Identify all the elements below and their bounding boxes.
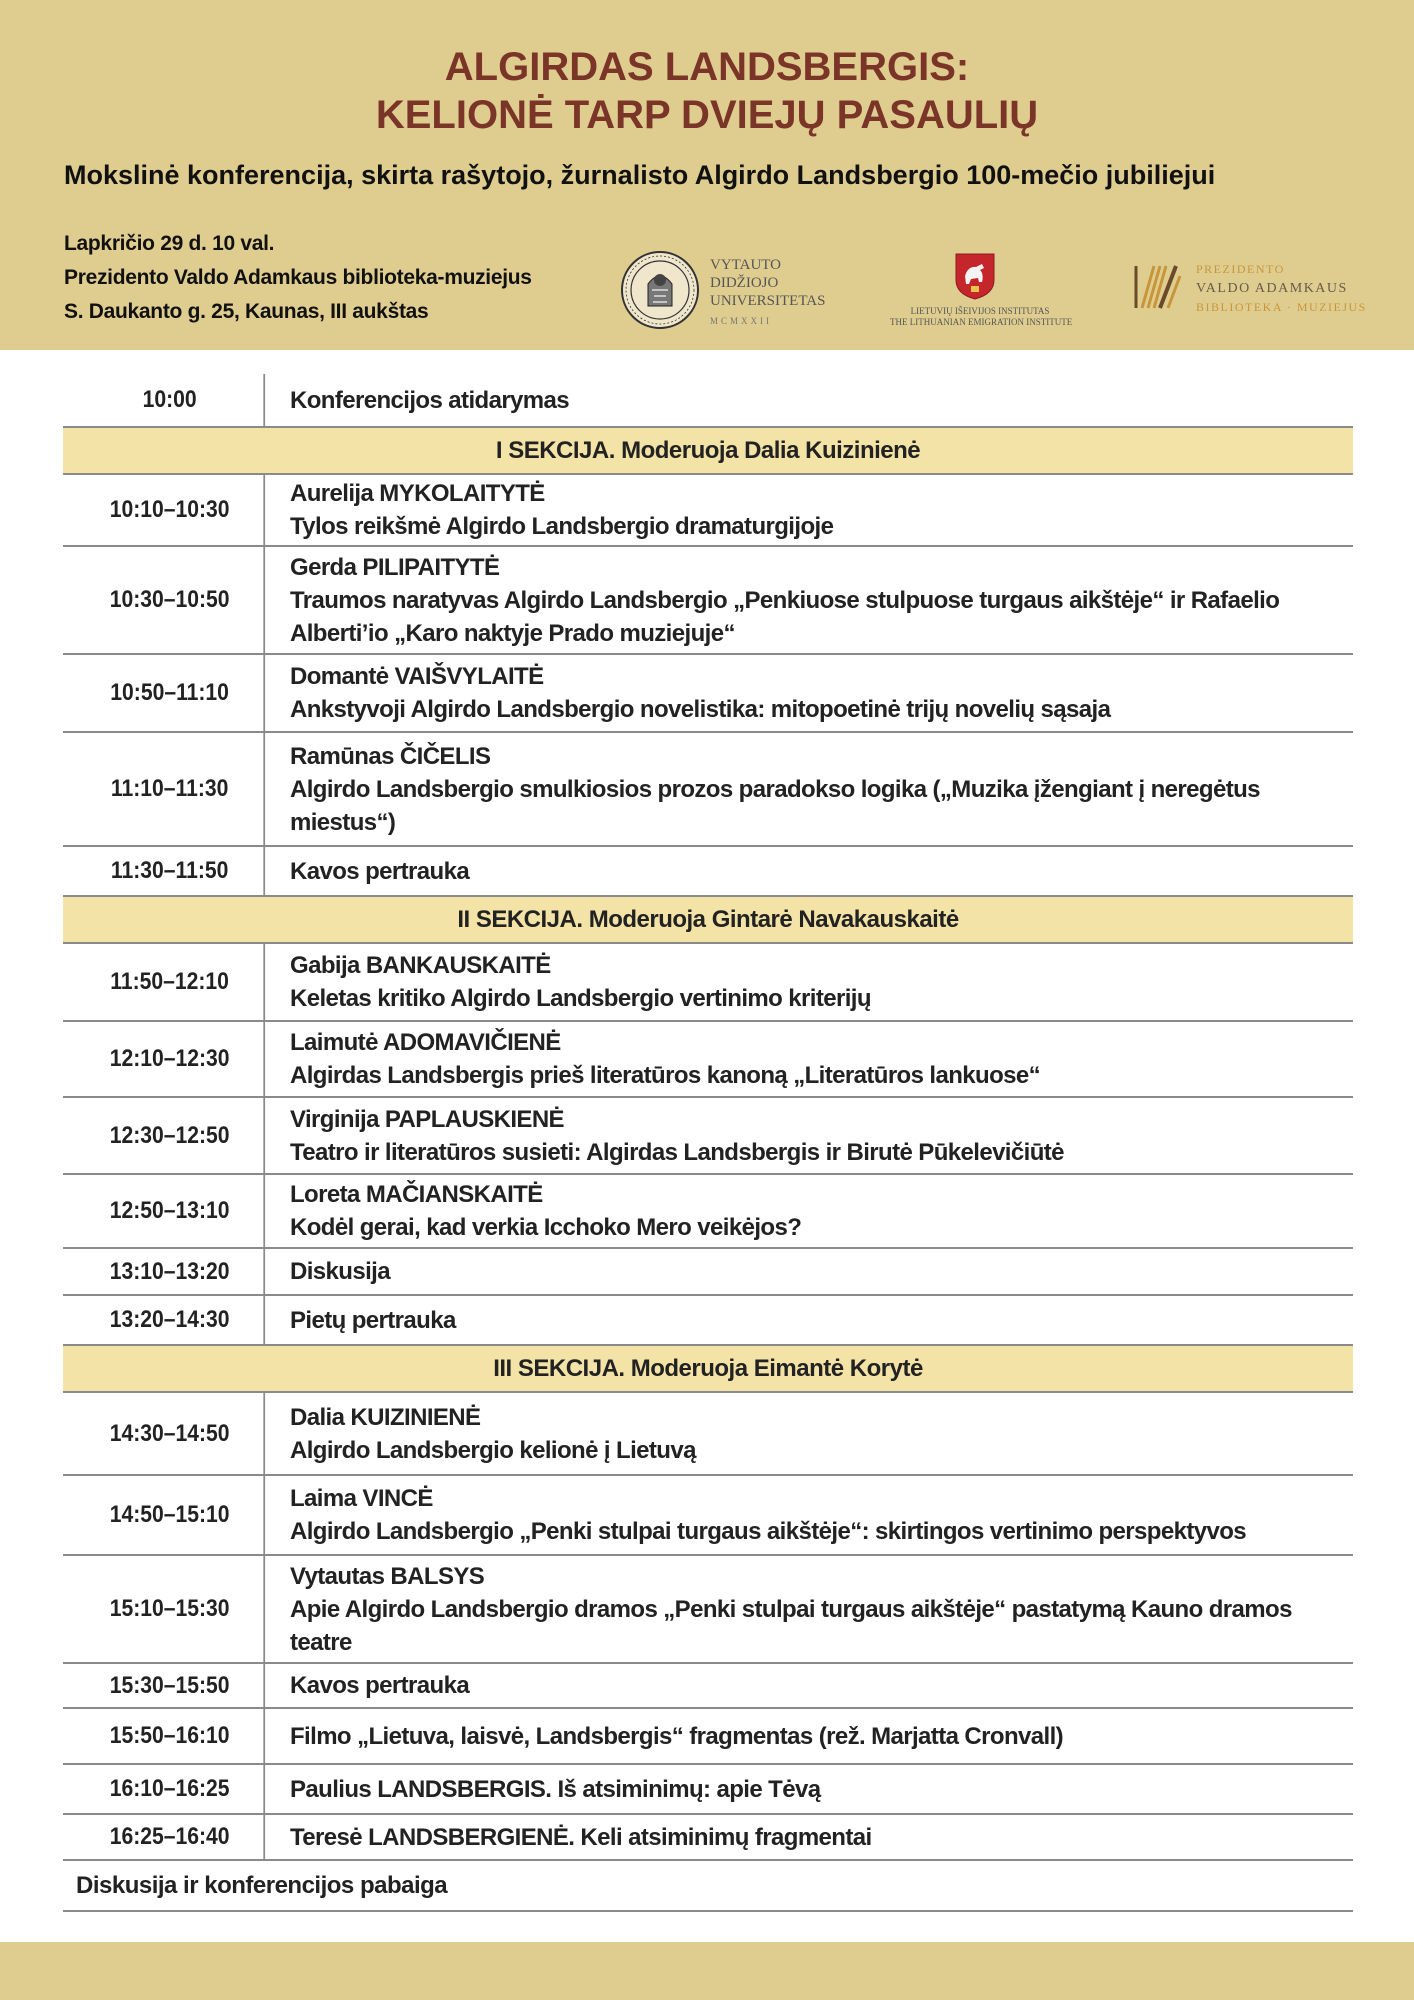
time-cell: 15:50–16:10 — [76, 1709, 265, 1763]
schedule-row — [63, 655, 1353, 733]
vdu-line-1: VYTAUTO — [710, 257, 782, 273]
section-header: I SEKCIJA. Moderuoja Dalia Kuizinienė — [63, 428, 1353, 475]
schedule-row — [63, 1556, 1353, 1664]
pvab-wordmark — [1196, 260, 1367, 317]
item-title — [278, 1296, 1353, 1344]
section-header: III SEKCIJA. Moderuoja Eimantė Korytė — [63, 1346, 1353, 1393]
lii-line-1: LIETUVIŲ IŠEIVIJOS INSTITUTAS — [910, 306, 1050, 316]
item-title-text: Pietų pertrauka — [290, 1306, 456, 1334]
title-line-2: KELIONĖ TARP DVIEJŲ PASAULIŲ — [375, 93, 1039, 137]
item-title — [278, 1709, 1353, 1763]
item-title-text: Teresė LANDSBERGIENĖ. Keli atsiminimų fragmentai — [290, 1823, 872, 1851]
talk-cell — [278, 1476, 1353, 1554]
schedule-row — [63, 733, 1353, 847]
time-cell: 13:10–13:20 — [76, 1249, 265, 1294]
talk-title: Algirdo Landsbergio kelionė į Lietuvą — [290, 1436, 696, 1464]
item-title — [278, 1815, 1353, 1859]
talk-title: Kodėl gerai, kad verkia Icchoko Mero veikėjos? — [290, 1214, 802, 1241]
talk-cell — [278, 547, 1353, 653]
time-cell: 15:30–15:50 — [76, 1664, 265, 1707]
item-title — [278, 1664, 1353, 1707]
time-cell: 11:30–11:50 — [76, 847, 265, 895]
time-cell: 15:10–15:30 — [76, 1556, 265, 1662]
talk-cell — [278, 944, 1353, 1020]
item-title — [278, 1765, 1353, 1813]
time-cell: 12:50–13:10 — [76, 1175, 265, 1247]
time-cell: 11:10–11:30 — [76, 733, 265, 845]
speaker-name: Dalia KUIZINIENĖ — [290, 1403, 481, 1431]
speaker-name: Vytautas BALSYS — [290, 1562, 485, 1590]
speaker-name: Ramūnas ČIČELIS — [290, 742, 491, 770]
talk-title: Tylos reikšmė Algirdo Landsbergio dramaturgijoje — [290, 513, 834, 540]
item-title — [278, 374, 1353, 426]
talk-cell — [278, 1175, 1353, 1247]
lii-line-2: THE LITHUANIAN EMIGRATION INSTITUTE — [890, 317, 1073, 327]
schedule-row — [63, 1664, 1353, 1709]
schedule-row — [63, 847, 1353, 897]
speaker-name: Gabija BANKAUSKAITĖ — [290, 952, 551, 979]
talk-title: Traumos naratyvas Algirdo Landsbergio „Penkiuose stulpuose turgaus aikštėje“ ir Rafaelio Alberti’io „Karo naktyje Prado muziejuje“ — [290, 586, 1280, 647]
lii-logo — [890, 250, 1073, 330]
item-title-text: Paulius LANDSBERGIS. Iš atsiminimų: apie Tėvą — [290, 1775, 821, 1803]
schedule-row — [63, 1476, 1353, 1556]
vdu-wordmark — [710, 256, 825, 330]
pvab-logo — [1132, 258, 1392, 318]
schedule-row — [63, 1765, 1353, 1815]
title-line-1: ALGIRDAS LANDSBERGIS: — [444, 45, 970, 89]
item-title-text: Kavos pertrauka — [290, 857, 470, 885]
schedule-row — [63, 944, 1353, 1022]
coat-of-arms-icon — [954, 252, 996, 300]
lii-wordmark — [890, 306, 1073, 328]
schedule-table — [63, 374, 1353, 1912]
time-cell: 10:30–10:50 — [76, 547, 265, 653]
event-address: S. Daukanto g. 25, Kaunas, III aukštas — [64, 300, 429, 323]
vdu-seal-icon — [620, 250, 700, 330]
pvab-line-1: PREZIDENTO — [1196, 262, 1285, 276]
event-date: Lapkričio 29 d. 10 val. — [64, 232, 275, 255]
schedule-row — [63, 1815, 1353, 1861]
vdu-logo — [620, 246, 830, 336]
talk-title: Teatro ir literatūros susieti: Algirdas Landsbergis ir Birutė Pūkelevičiūtė — [290, 1138, 1064, 1166]
time-cell: 13:20–14:30 — [76, 1296, 265, 1344]
talk-title: Algirdo Landsbergio „Penki stulpai turgaus aikštėje“: skirtingos vertinimo perspektyvos — [290, 1518, 1247, 1545]
talk-title: Ankstyvoji Algirdo Landsbergio novelistika: mitopoetinė trijų novelių sąsaja — [290, 696, 1111, 723]
talk-title: Algirdo Landsbergio smulkiosios prozos paradokso logika („Muzika įžengiant į neregėtus miestus“) — [290, 775, 1260, 836]
schedule-row — [63, 475, 1353, 547]
closing-row: Diskusija ir konferencijos pabaiga — [63, 1861, 1353, 1912]
header-banner — [0, 0, 1414, 350]
time-cell: 14:50–15:10 — [76, 1476, 265, 1554]
talk-cell — [278, 1098, 1353, 1173]
time-cell: 11:50–12:10 — [76, 944, 265, 1020]
item-title-text: Filmo „Lietuva, laisvė, Landsbergis“ fragmentas (rež. Marjatta Cronvall) — [290, 1722, 1064, 1750]
time-cell: 12:10–12:30 — [76, 1022, 265, 1096]
schedule-row — [63, 1022, 1353, 1098]
talk-cell — [278, 475, 1353, 545]
talk-title: Apie Algirdo Landsbergio dramos „Penki stulpai turgaus aikštėje“ pastatymą Kauno dramos teatre — [290, 1595, 1292, 1656]
speaker-name: Domantė VAIŠVYLAITĖ — [290, 663, 544, 690]
schedule-row — [63, 1175, 1353, 1249]
item-title — [278, 847, 1353, 895]
time-cell: 16:25–16:40 — [76, 1815, 265, 1859]
talk-cell — [278, 733, 1353, 845]
talk-cell — [278, 655, 1353, 731]
pvab-line-3: BIBLIOTEKA · MUZIEJUS — [1196, 300, 1367, 314]
pvab-line-2: VALDO ADAMKAUS — [1196, 281, 1348, 296]
time-cell: 10:50–11:10 — [76, 655, 265, 731]
vdu-year: MCMXXII — [710, 316, 773, 326]
schedule-row — [63, 1249, 1353, 1296]
time-cell: 10:10–10:30 — [76, 475, 265, 545]
schedule-row — [63, 1393, 1353, 1476]
speaker-name: Aurelija MYKOLAITYTĖ — [290, 480, 545, 507]
vdu-line-2: DIDŽIOJO — [710, 275, 779, 291]
vdu-line-3: UNIVERSITETAS — [710, 293, 826, 309]
event-venue: Prezidento Valdo Adamkaus biblioteka-muziejus — [64, 266, 532, 289]
time-cell: 14:30–14:50 — [76, 1393, 265, 1474]
item-title-text: Konferencijos atidarymas — [290, 386, 570, 414]
speaker-name: Laima VINCĖ — [290, 1485, 433, 1512]
schedule-row — [63, 1098, 1353, 1175]
talk-title: Algirdas Landsbergis prieš literatūros kanoną „Literatūros lankuose“ — [290, 1062, 1041, 1089]
item-title-text: Kavos pertrauka — [290, 1672, 470, 1699]
item-title — [278, 1249, 1353, 1294]
library-mark-icon — [1132, 262, 1182, 312]
talk-cell — [278, 1556, 1353, 1662]
talk-cell — [278, 1393, 1353, 1474]
speaker-name: Virginija PAPLAUSKIENĖ — [290, 1105, 564, 1133]
footer-band — [0, 1942, 1414, 2000]
time-cell: 10:00 — [76, 374, 265, 426]
speaker-name: Loreta MAČIANSKAITĖ — [290, 1181, 543, 1208]
schedule-row — [63, 547, 1353, 655]
subtitle: Mokslinė konferencija, skirta rašytojo, žurnalisto Algirdo Landsbergio 100-mečio jubiliejui — [64, 160, 1216, 190]
schedule-row — [63, 1296, 1353, 1346]
speaker-name: Laimutė ADOMAVIČIENĖ — [290, 1029, 561, 1056]
schedule-row — [63, 374, 1353, 428]
time-cell: 12:30–12:50 — [76, 1098, 265, 1173]
schedule-row — [63, 1709, 1353, 1765]
talk-title: Keletas kritiko Algirdo Landsbergio vertinimo kriterijų — [290, 985, 871, 1012]
time-cell: 16:10–16:25 — [76, 1765, 265, 1813]
speaker-name: Gerda PILIPAITYTĖ — [290, 553, 500, 581]
section-header: II SEKCIJA. Moderuoja Gintarė Navakauskaitė — [63, 897, 1353, 944]
item-title-text: Diskusija — [290, 1258, 390, 1285]
talk-cell — [278, 1022, 1353, 1096]
